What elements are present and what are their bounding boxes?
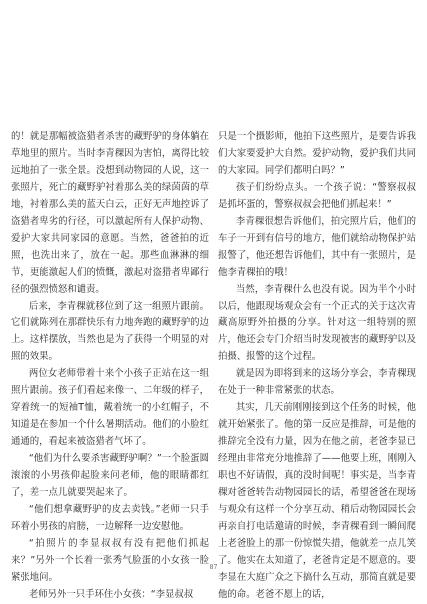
paragraph: 只是一个摄影师，他拍下这些照片，是要告诉我们大家要爱护大自然。爱护动物，爱护我们共同的大家园。同学们都明白吗？” xyxy=(218,131,416,176)
paragraph: 两位女老师带着十来个小孩子正站在这一组照片跟前。孩子们看起来像一、二年级的样子，穿着统一的短袖T恤，戴着统一的小红帽子，不知道是在参加一个什么暑期活动。他们的小脸红通通的，看起来被盗猎者气坏了。 xyxy=(11,368,209,448)
paragraph: 就是因为即将到来的这场分享会，李青稞现在处于一种非常紧张的状态。 xyxy=(218,368,416,397)
article-right-column xyxy=(218,129,416,604)
paragraph: “他们为什么要杀害藏野驴啊？”一个脸蛋圆滚滚的小男孩仰起脸来问老师，他的眼睛都红了，差一点儿就要哭起来了。 xyxy=(11,453,209,499)
page-number: 87 xyxy=(209,564,218,571)
article-left-column xyxy=(11,129,209,604)
paragraph: 老师另外一只手环住小女孩：“李显叔叔 xyxy=(28,588,194,600)
paragraph: “拍照片的李显叔叔有没有把他们抓起来？”另外一个长着一张秀气脸蛋的小女孩一脸紧张地问。 xyxy=(11,537,209,583)
paragraph: 的！就是那幅被盗猎者杀害的藏野驴的身体躺在草地里的照片。当时李青稞因为害怕，离得比较远地拍了一张全景。没想到动物园的人说，这一张照片，死亡的藏野驴衬着那么美的绿茵茵的草地，衬着那么美的蓝天白云，正好无声地控诉了盗猎者卑劣的行径，可以激起所有人保护动物、爱护大家共同家园的意愿。当然，爸爸拍的近照，也洗出来了，放在一起。那些血淋淋的细节，更能激起人们的愤慨，激起对盗猎者卑鄙行径的强烈愤怒和谴责。 xyxy=(11,131,209,295)
paragraph: “他们想拿藏野驴的皮去卖钱。”老师一只手环着小男孩的肩膀，一边解释一边安慰他。 xyxy=(11,503,209,532)
paragraph: 后来，李青稞就移位到了这一组照片跟前。它们就陈列在那群快乐有力地奔跑的藏野驴的边上。这样摆放，当然也是为了获得一个明显的对照的效果。 xyxy=(11,300,209,363)
paragraph: 其实，几天前刚刚接到这个任务的时候，他就开始紧张了。他的第一反应是推辞，可是他的推辞完全没有力量，因为在他之前，老爸李显已经理由非常充分地推辞了——他要上班，刚刚入职也不好请假，真的没时间呢！事实是，当李青稞对爸爸转告动物园园长的话，希望爸爸在现场与观众有这样一个分享互动、稍后动物园园长会再亲自打电话邀请的时候，李青稞看到一瞬间爬上老爸脸上的那一份惊慌失措，他就差一点儿笑了。他实在太知道了，老爸肯定是不愿意的。要李显在大庭广众之下搞什么互动，那简直就是要他的命。老爸不愿上的话， xyxy=(218,402,416,600)
paragraph: 当然，李青稞什么也没有说。因为半个小时以后，他跟现场观众会有一个正式的关于这次青藏高原野外拍摄的分享。针对这一组特别的照片，他还会专门介绍当时发现被害的藏野驴以及拍摄、报警的这个过程。 xyxy=(218,283,416,363)
paragraph: 孩子们纷纷点头。一个孩子说：“警察叔叔是抓坏蛋的，警察叔叔会把他们抓起来！” xyxy=(218,181,416,210)
paragraph: 李青稞很想告诉他们，拍完照片后，他们的车子一开到有信号的地方，他们就给动物保护站报警了，他还想告诉他们，其中有一张照片，是他李青稞拍的哦！ xyxy=(218,215,416,278)
